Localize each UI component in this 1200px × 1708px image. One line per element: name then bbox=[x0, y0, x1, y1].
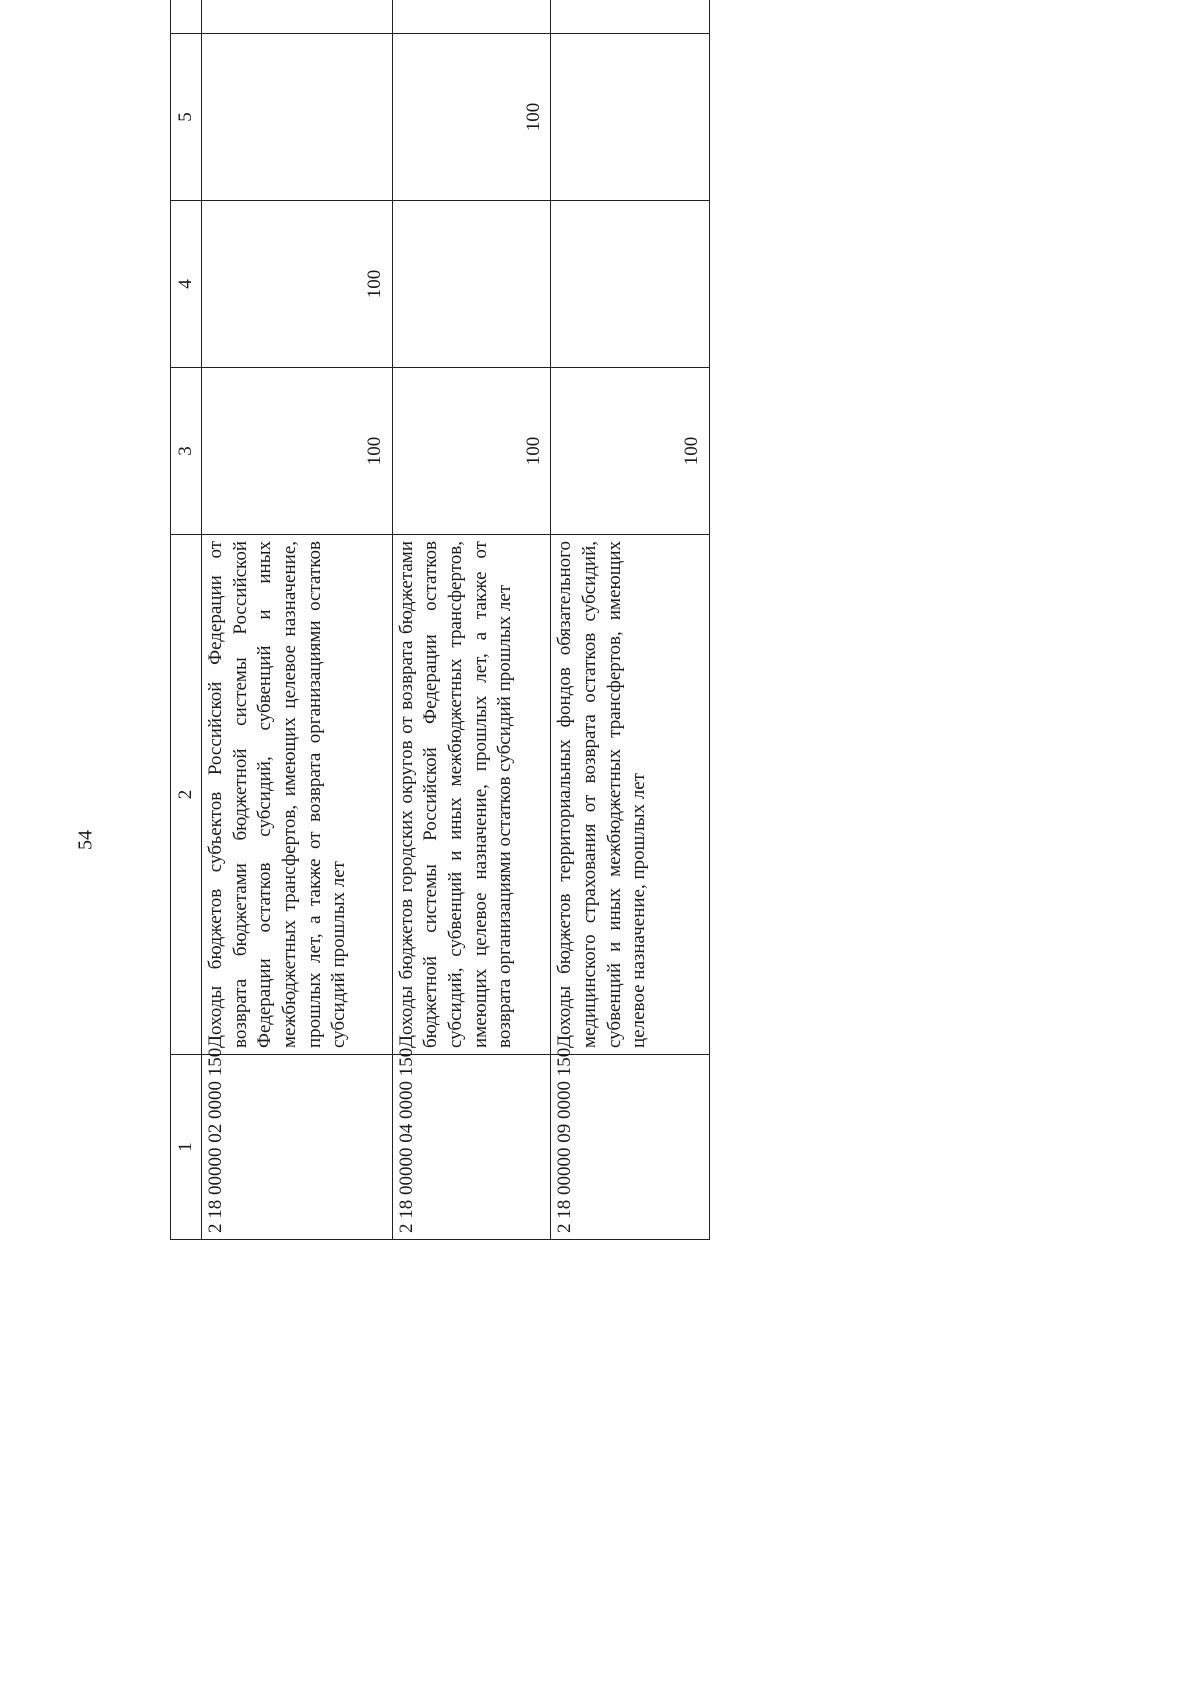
row-description: Доходы бюджетов территориальных фондов обязательного медицинского страхования от возврата остатков субсидий, субвенций и иных межбюджетных трансфертов, имеющих целевое назначение, прошлых лет bbox=[551, 535, 710, 1055]
income-table bbox=[170, 0, 710, 1240]
row-value-col5 bbox=[551, 34, 710, 201]
column-header-6 bbox=[171, 0, 202, 34]
row-value-col4 bbox=[551, 201, 710, 368]
row-description: Доходы бюджетов городских округов от возврата бюджетами бюджетной системы Российской Федерации остатков субсидий, субвенций и иных межбюджетных трансфертов, имеющих целевое назначение, прошлых лет, а также от возврата организациями остатков субсидий прошлых лет bbox=[392, 535, 551, 1055]
row-value-col3: 100 bbox=[392, 368, 551, 535]
row-value-col6 bbox=[392, 0, 551, 34]
table-header-row bbox=[171, 0, 202, 1240]
column-header-5: 5 bbox=[171, 34, 202, 201]
row-description: Доходы бюджетов субъектов Российской Федерации от возврата бюджетами бюджетной системы Российской Федерации остатков субсидий, субвенций и иных межбюджетных трансфертов, имеющих целевое назначение, прошлых лет, а также от возврата организациями остатков субсидий прошлых лет bbox=[202, 535, 393, 1055]
row-value-col3: 100 bbox=[551, 368, 710, 535]
row-code: 2 18 00000 02 0000 150 bbox=[202, 1055, 393, 1240]
row-value-col5: 100 bbox=[392, 34, 551, 201]
row-value-col3: 100 bbox=[202, 368, 393, 535]
table-row bbox=[551, 0, 710, 1240]
row-value-col4 bbox=[392, 201, 551, 368]
row-value-col6 bbox=[551, 0, 710, 34]
table-row bbox=[392, 0, 551, 1240]
row-code: 2 18 00000 04 0000 150 bbox=[392, 1055, 551, 1240]
row-value-col6 bbox=[202, 0, 393, 34]
row-value-col5 bbox=[202, 34, 393, 201]
column-header-3: 3 bbox=[171, 368, 202, 535]
column-header-4: 4 bbox=[171, 201, 202, 368]
rotated-table-container bbox=[170, 0, 710, 1240]
column-header-1: 1 bbox=[171, 1055, 202, 1240]
page-number: 54 bbox=[74, 830, 97, 850]
row-code: 2 18 00000 09 0000 150 bbox=[551, 1055, 710, 1240]
table-row bbox=[202, 0, 393, 1240]
column-header-2: 2 bbox=[171, 535, 202, 1055]
row-value-col4: 100 bbox=[202, 201, 393, 368]
